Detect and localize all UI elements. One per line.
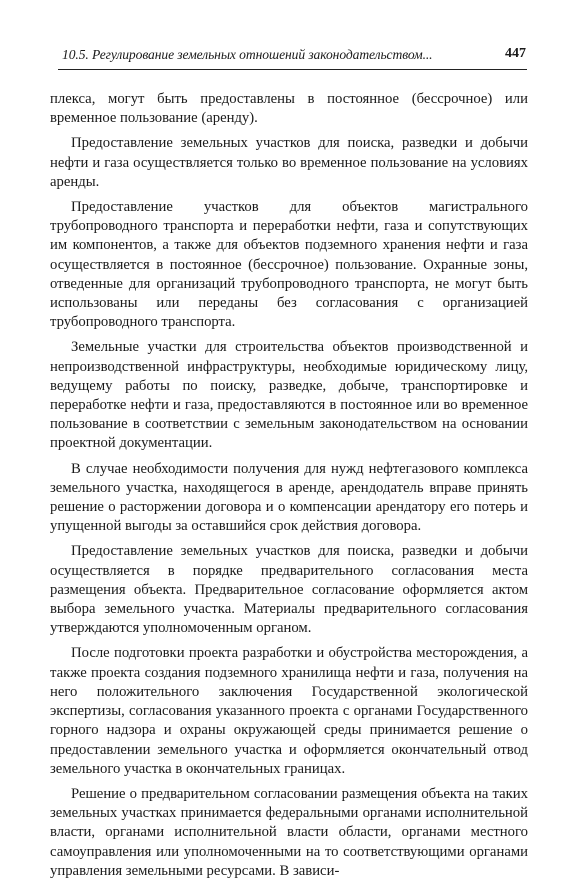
paragraph: В случае необходимости получения для нужд нефтегазового комплекса земельного участка, находящегося в аренде, арендодатель вправе принять решение о расторжении договора и о компенсации арендатору его потерь и упущенной выгоды за оставшийся срок действия договора. (50, 460, 528, 535)
paragraph: Земельные участки для строительства объектов производственной и непроизводственной инфраструктуры, необходимые юридическому лицу, ведущему работы по поиску, разведке, добыче, транспортировке и переработке нефти и газа, предоставляются в постоянное или во временное пользование в соответствии с земельным законодательством на основании проектной документации. (50, 339, 528, 452)
paragraph: Решение о предварительном согласовании размещения объекта на таких земельных участках принимается федеральными органами исполнительной власти, органами исполнительной власти области, органами местного самоуправления или уполномоченными на то соответствующими органами управления земельными ресурсами. В зависи- (50, 785, 528, 879)
paragraph: После подготовки проекта разработки и обустройства месторождения, а также проекта создания подземного хранилища нефти и газа, получения на него положительного заключения Государственной экологической экспертизы, согласования указанного проекта с органами Государственного горного надзора и охраны окружающей среды принимается решение о предоставлении земельного участка и оформляется окончательный отвод земельного участка в окончательных границах. (50, 645, 528, 777)
paragraph: Предоставление участков для объектов магистрального трубопроводного транспорта и переработки нефти, газа и сопутствующих им компонентов, а также для объектов подземного хранения нефти и газа осуществляется в постоянное (бессрочное) пользование. Охранные зоны, отведенные для организаций трубопроводного транспорта, не могут быть использованы или переданы без согласования с организацией трубопроводного транспорта. (50, 199, 528, 331)
page-number: 447 (505, 46, 526, 61)
paragraph: Предоставление земельных участков для поиска, разведки и добычи осуществляется в порядке предварительного согласования места размещения объекта. Предварительное согласование оформляется актом выбора земельного участка. Материалы предварительного согласования утверждаются уполномоченным органом. (50, 543, 528, 637)
paragraph: Предоставление земельных участков для поиска, разведки и добычи нефти и газа осуществляется только во временное пользование на условиях аренды. (50, 135, 528, 190)
body-text (50, 90, 528, 881)
header-rule (58, 69, 527, 70)
running-header (58, 45, 526, 65)
paragraph-continued: плекса, могут быть предоставлены в постоянное (бессрочное) или временное пользование (аренду). (50, 91, 528, 127)
running-header-title: 10.5. Регулирование земельных отношений законодательством... (62, 47, 433, 62)
